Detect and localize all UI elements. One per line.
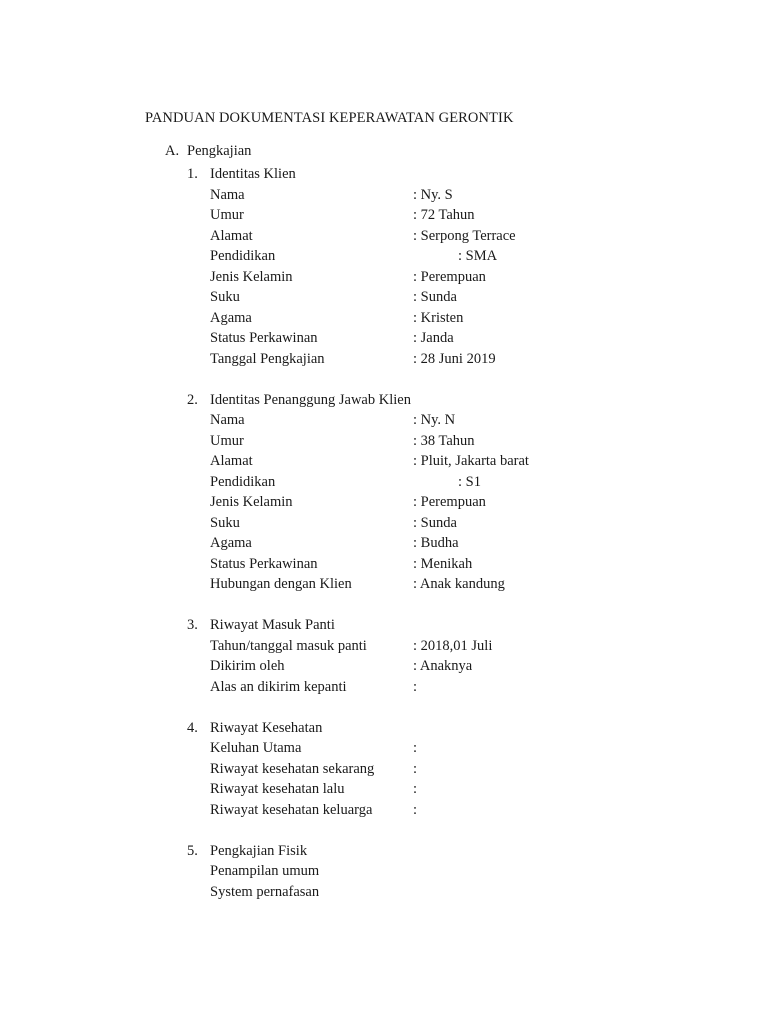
field-row: [187, 287, 747, 308]
field-label: Suku: [210, 289, 240, 305]
sub-line: Penampilan umum: [210, 863, 320, 879]
list-item-identitas-klien: [187, 164, 747, 390]
field-row: [187, 308, 747, 329]
field-row: [187, 226, 747, 247]
field-row: [187, 554, 747, 575]
section-label: Pengkajian: [187, 143, 252, 159]
field-label: Pendidikan: [210, 473, 276, 490]
field-value: : Menikah: [413, 555, 473, 572]
field-value: :: [413, 801, 418, 818]
field-label: Suku: [210, 514, 240, 531]
field-row: [187, 800, 747, 821]
list-item-identitas-penanggung-jawab: [187, 390, 747, 616]
field-label: Umur: [210, 207, 244, 223]
list-item-riwayat-kesehatan: [187, 718, 747, 841]
field-value: : Kristen: [413, 309, 464, 326]
field-row: [187, 246, 747, 267]
field-row: [187, 779, 747, 800]
field-value: :: [413, 678, 418, 695]
item-number: 3.: [187, 617, 198, 633]
field-row: [187, 185, 747, 206]
field-label: Nama: [210, 186, 245, 203]
item-heading: [187, 841, 747, 862]
item-number: 4.: [187, 719, 198, 736]
spacer: [187, 369, 747, 390]
item-heading: [187, 615, 747, 636]
item-heading: [187, 718, 747, 739]
field-row: [187, 656, 747, 677]
field-value: : 72 Tahun: [413, 207, 475, 223]
field-value: : 2018,01 Juli: [413, 637, 493, 654]
document-title: PANDUAN DOKUMENTASI KEPERAWATAN GERONTIK: [145, 110, 514, 126]
field-value: : Anak kandung: [413, 576, 505, 592]
list-item-riwayat-masuk-panti: [187, 615, 747, 718]
field-label: Alamat: [210, 227, 253, 244]
spacer: [187, 820, 747, 841]
item-number: 2.: [187, 391, 198, 408]
item-number: 5.: [187, 842, 198, 859]
item-heading: [187, 164, 747, 185]
field-value: : 28 Juni 2019: [413, 350, 496, 367]
field-value: :: [413, 760, 418, 777]
field-label: Status Perkawinan: [210, 555, 318, 572]
item-title: Riwayat Kesehatan: [210, 719, 323, 736]
field-value: : Budha: [413, 535, 459, 551]
field-row: [187, 328, 747, 349]
field-label: Agama: [210, 535, 252, 551]
field-value: : Ny. N: [413, 412, 456, 428]
field-row: [187, 451, 747, 472]
field-row: [187, 205, 747, 226]
field-row: [187, 533, 747, 554]
field-value: : Sunda: [413, 289, 457, 305]
field-label: Jenis Kelamin: [210, 494, 293, 510]
item-heading: [187, 390, 747, 411]
field-label: Umur: [210, 432, 244, 449]
field-row: [187, 574, 747, 595]
field-value: : Perempuan: [413, 268, 486, 285]
field-label: Alamat: [210, 453, 253, 469]
field-label: Tanggal Pengkajian: [210, 350, 325, 367]
field-value: : S1: [458, 473, 481, 490]
item-title: Pengkajian Fisik: [210, 842, 308, 859]
field-row: [187, 492, 747, 513]
section-list: [187, 164, 747, 902]
field-row: [187, 472, 747, 493]
field-label: Jenis Kelamin: [210, 268, 293, 285]
field-row: [187, 759, 747, 780]
field-row: [187, 267, 747, 288]
field-row: [187, 349, 747, 370]
field-value: : Pluit, Jakarta barat: [413, 453, 529, 469]
field-row: [187, 410, 747, 431]
item-number: 1.: [187, 166, 198, 182]
field-label: Riwayat kesehatan lalu: [210, 781, 345, 797]
field-label: Riwayat kesehatan sekarang: [210, 760, 375, 777]
section-letter: A.: [165, 143, 180, 159]
field-value: : Perempuan: [413, 494, 486, 510]
spacer: [187, 595, 747, 616]
field-label: Status Perkawinan: [210, 330, 318, 346]
field-value: : Anaknya: [413, 658, 473, 674]
field-value: : 38 Tahun: [413, 432, 475, 449]
field-value: : Serpong Terrace: [413, 227, 516, 244]
field-label: Alas an dikirim kepanti: [210, 678, 347, 695]
field-row: [187, 636, 747, 657]
field-row: [187, 431, 747, 452]
field-row: [187, 513, 747, 534]
field-label: Hubungan dengan Klien: [210, 576, 352, 592]
item-title: Identitas Klien: [210, 166, 296, 182]
spacer: [187, 697, 747, 718]
field-row: [187, 738, 747, 759]
field-value: : Ny. S: [413, 186, 453, 203]
field-label: Tahun/tanggal masuk panti: [210, 637, 367, 654]
field-row: [187, 677, 747, 698]
field-label: Pendidikan: [210, 248, 276, 264]
field-value: : Sunda: [413, 514, 457, 531]
item-title: Identitas Penanggung Jawab Klien: [210, 391, 411, 408]
field-label: Riwayat kesehatan keluarga: [210, 801, 373, 818]
field-label: Keluhan Utama: [210, 740, 302, 756]
item-title: Riwayat Masuk Panti: [210, 617, 335, 633]
field-label: Dikirim oleh: [210, 658, 285, 674]
field-value: : Janda: [413, 330, 454, 346]
field-value: :: [413, 740, 418, 756]
field-value: :: [413, 781, 418, 797]
field-label: Agama: [210, 309, 252, 326]
section-heading: [165, 143, 251, 160]
sub-line: System pernafasan: [210, 883, 320, 900]
field-label: Nama: [210, 412, 245, 428]
list-item-pengkajian-fisik: [187, 841, 747, 903]
field-value: : SMA: [458, 248, 498, 264]
